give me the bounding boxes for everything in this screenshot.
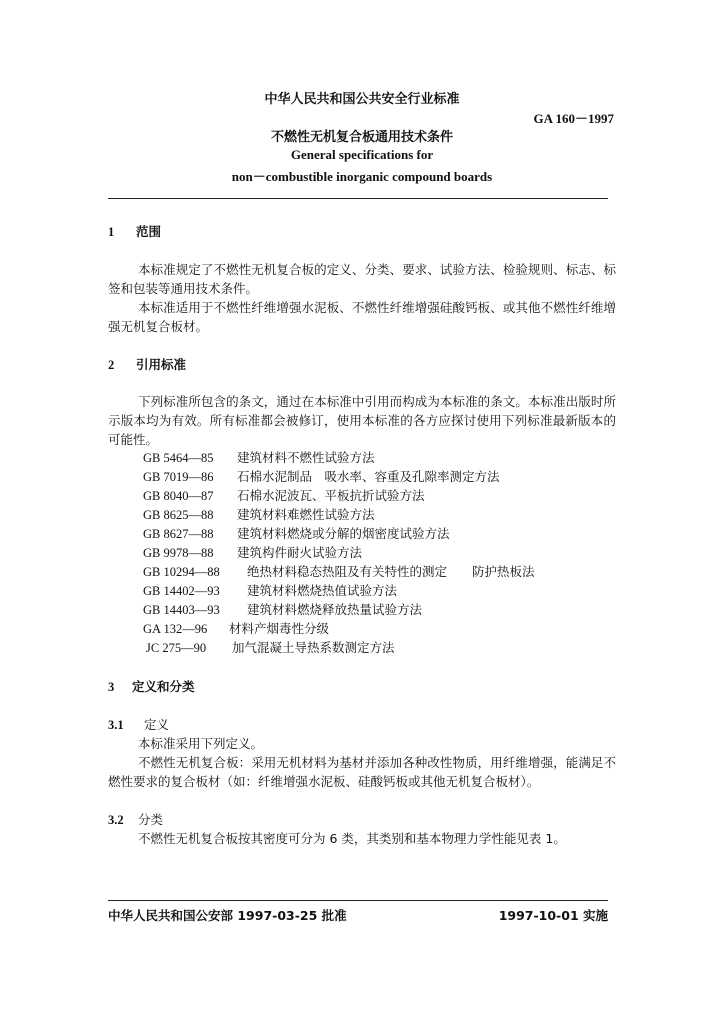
footer-divider	[108, 900, 608, 901]
reference-title: 石棉水泥波瓦、平板抗折试验方法	[237, 488, 425, 503]
reference-item	[143, 638, 535, 657]
reference-title: 建筑材料不燃性试验方法	[237, 450, 375, 465]
reference-item	[143, 448, 535, 467]
english-title-line-1: General specifications for	[290, 147, 434, 162]
section-number: 2	[108, 358, 115, 372]
reference-title: 建筑构件耐火试验方法	[237, 545, 363, 560]
reference-code: GB 14402—93	[143, 584, 220, 598]
reference-title: 加气混凝土导热系数测定方法	[232, 640, 395, 655]
reference-item	[143, 581, 535, 600]
subsection-number: 3.2	[108, 813, 124, 827]
reference-item	[143, 524, 535, 543]
reference-title: 材料产烟毒性分级	[229, 621, 330, 636]
reference-title: 石棉水泥制品 吸水率、容重及孔隙率测定方法	[237, 469, 500, 484]
reference-code: GB 10294—88	[143, 565, 220, 579]
reference-code: GA 132—96	[143, 622, 208, 636]
section-title: 引用标准	[136, 357, 187, 372]
reference-code: GB 7019—86	[143, 470, 214, 484]
reference-code: GB 8040—87	[143, 489, 214, 503]
reference-item	[143, 543, 535, 562]
section-1-heading	[108, 222, 161, 240]
section-3-heading	[108, 677, 195, 695]
section-1-paragraph-2: 本标准适用于不燃性纤维增强水泥板、不燃性纤维增强硅酸钙板、或其他不燃性纤维增强无机复合板材。	[108, 300, 616, 334]
reference-item	[143, 562, 535, 581]
english-title-line-2: non－combustible inorganic compound boards	[231, 169, 493, 184]
standard-category: 中华人民共和国公共安全行业标准	[264, 92, 460, 107]
section-1-paragraph-1: 本标准规定了不燃性无机复合板的定义、分类、要求、试验方法、检验规则、标志、标签和包装等通用技术条件。	[108, 262, 616, 296]
section-2-intro: 下列标准所包含的条文，通过在本标准中引用而构成为本标准的条文。本标准出版时所示版本均为有效。所有标准都会被修订，使用本标准的各方应探讨使用下列标准最新版本的可能性。	[108, 394, 616, 447]
reference-title: 建筑材料燃烧热值试验方法	[247, 583, 398, 598]
reference-code: GB 5464—85	[143, 451, 214, 465]
reference-list	[143, 448, 535, 657]
reference-item	[143, 619, 535, 638]
header-divider	[108, 198, 608, 199]
section-number: 1	[108, 225, 115, 239]
subsection-3-2-paragraph-1: 不燃性无机复合板按其密度可分为 6 类，其类别和基本物理力学性能见表 1。	[138, 831, 566, 846]
document-title: 不燃性无机复合板通用技术条件	[270, 130, 453, 145]
reference-code: GB 8627—88	[143, 527, 214, 541]
subsection-3-1-paragraph-2: 不燃性无机复合板：采用无机材料为基材并添加各种改性物质，用纤维增强，能满足不燃性要求的复合板材（如：纤维增强水泥板、硅酸钙板或其他无机复合板材）。	[108, 755, 616, 789]
reference-item	[143, 467, 535, 486]
reference-item	[143, 600, 535, 619]
subsection-3-1-paragraph-1: 本标准采用下列定义。	[138, 736, 264, 751]
reference-code: JC 275—90	[146, 641, 207, 655]
subsection-title: 定义	[144, 717, 170, 732]
reference-code: GB 14403—93	[143, 603, 220, 617]
implementation-date: 1997-10-01 实施	[498, 908, 608, 923]
section-2-heading	[108, 355, 186, 373]
reference-title: 绝热材料稳态热阻及有关特性的测定 防护热板法	[247, 564, 535, 579]
subsection-title: 分类	[138, 812, 164, 827]
reference-item	[143, 505, 535, 524]
reference-code: GB 8625—88	[143, 508, 214, 522]
section-title: 定义和分类	[132, 679, 195, 694]
approval-line: 中华人民共和国公安部 1997-03-25 批准	[108, 908, 347, 923]
standard-code: GA 160－1997	[533, 111, 614, 126]
reference-item	[143, 486, 535, 505]
section-number: 3	[108, 680, 115, 694]
subsection-number: 3.1	[108, 718, 124, 732]
reference-title: 建筑材料难燃性试验方法	[237, 507, 375, 522]
reference-code: GB 9978—88	[143, 546, 214, 560]
reference-title: 建筑材料燃烧释放热量试验方法	[247, 602, 423, 617]
section-title: 范围	[136, 224, 162, 239]
subsection-3-1-heading	[108, 715, 169, 733]
reference-title: 建筑材料燃烧或分解的烟密度试验方法	[237, 526, 450, 541]
subsection-3-2-heading	[108, 810, 163, 828]
